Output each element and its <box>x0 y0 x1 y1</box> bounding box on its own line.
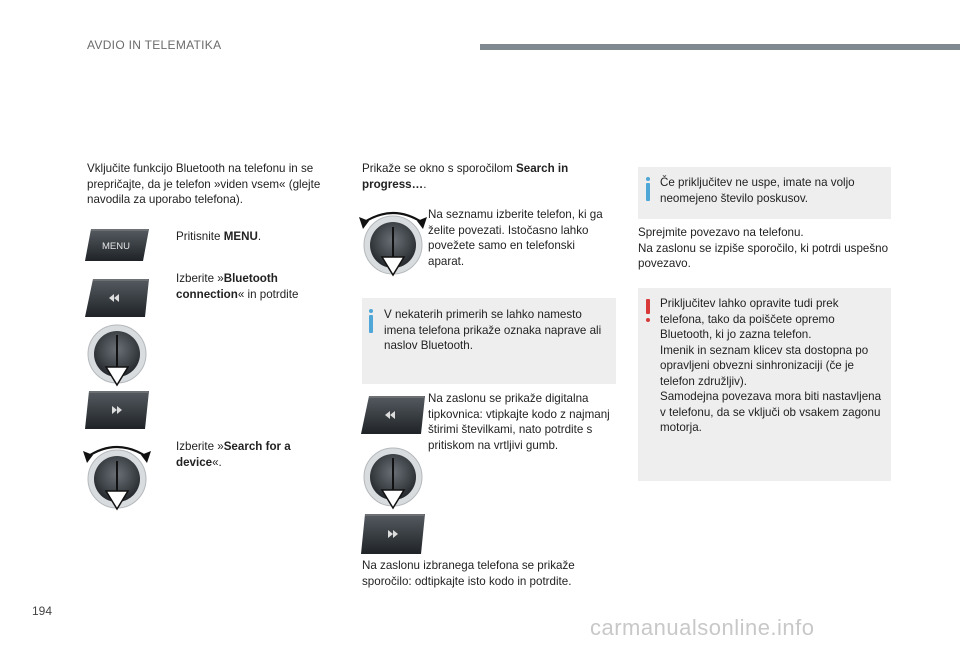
info-note-text: Če priključitev ne uspe, imate na voljo neomejeno število poskusov. <box>660 176 855 205</box>
forward-key-icon <box>361 514 425 554</box>
info-icon <box>369 315 373 333</box>
header-bar <box>480 44 960 50</box>
section-title: AVDIO IN TELEMATIKA <box>87 38 222 52</box>
warning-note-text: Priključitev lahko opravite tudi prek telefona, tako da poiščete opremo Bluetooth, ki jo zazna telefon. Imenik in seznam klicev sta dostopna po opravljeni obvezni sinhronizaciji (če je telefon združljiv). Samodejna povezava mora biti nastavljena v telefonu, da se vključi ob vsakem zagonu motorja. <box>660 297 882 434</box>
menu-key-icon <box>85 229 149 261</box>
page-number: 194 <box>32 604 53 618</box>
info-note-text: V nekaterih primerih se lahko namesto imena telefona prikaže oznaka naprave ali naslov Bluetooth. <box>384 308 602 352</box>
push-knob-icon <box>362 446 424 510</box>
progress-text: Prikaže se okno s sporočilom Search in progress…. <box>362 162 569 191</box>
watermark: carmanualsonline.info <box>590 615 815 640</box>
menu-key-label: MENU <box>102 241 130 252</box>
rewind-key-icon <box>361 396 425 434</box>
select-phone-text: Na seznamu izberite telefon, ki ga želite povezati. Istočasno lahko povežete samo en telefonski aparat. <box>428 208 603 268</box>
confirm-text: Na zaslonu izbranega telefona se prikaže sporočilo: odtipkajte isto kodo in potrdite. <box>362 559 575 588</box>
step-bluetooth-text: Izberite »Bluetooth connection« in potrdite <box>176 272 299 301</box>
rewind-key-icon <box>85 279 149 317</box>
keypad-text: Na zaslonu se prikaže digitalna tipkovnica: vtipkajte kodo z najmanj štirimi številkami, nato potrdite s pritiskom na vrtljivi gumb. <box>428 392 610 452</box>
push-knob-icon <box>86 323 148 387</box>
rotate-knob-icon <box>359 205 427 277</box>
forward-key-icon <box>85 391 149 429</box>
step-menu-text: Pritisnite MENU. <box>176 230 262 243</box>
info-icon <box>646 183 650 201</box>
rotate-knob-icon <box>83 439 151 511</box>
warning-icon <box>646 299 650 314</box>
step-search-text: Izberite »Search for a device«. <box>176 440 291 469</box>
intro-text: Vključite funkcijo Bluetooth na telefonu in se prepričajte, da je telefon »viden vsem« (glejte navodila za uporabo telefona). <box>87 162 321 206</box>
accept-text: Sprejmite povezavo na telefonu. Na zaslonu se izpiše sporočilo, ki potrdi uspešno povezavo. <box>638 226 889 270</box>
